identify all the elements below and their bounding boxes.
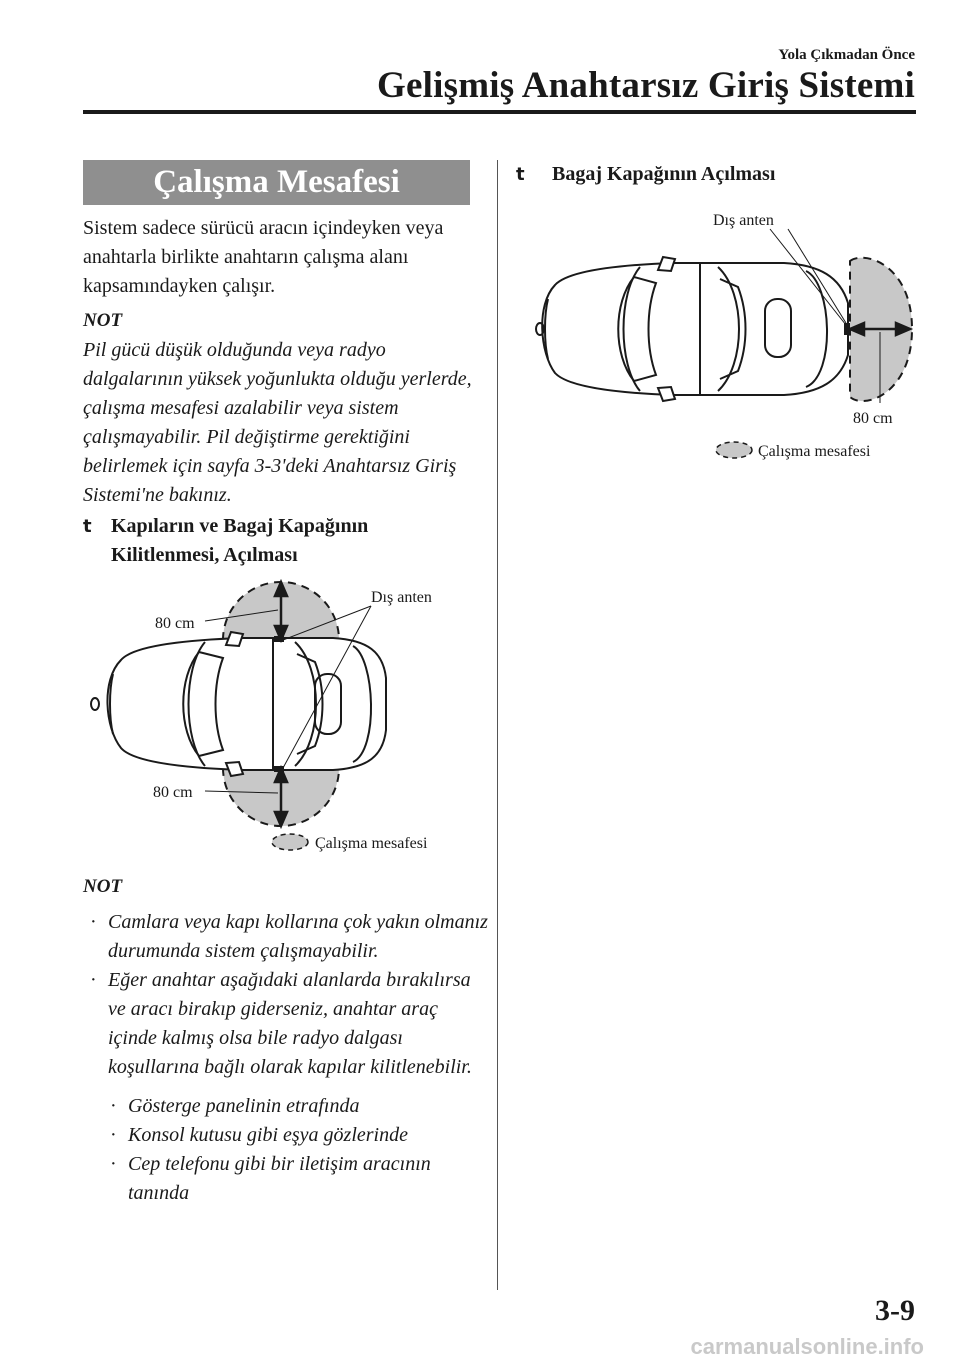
subsection-title: Bagaj Kapağının Açılması (552, 163, 776, 185)
range-legend-swatch (716, 442, 752, 458)
section-title: Çalışma Mesafesi (83, 160, 470, 205)
distance-label: 80 cm (853, 410, 893, 427)
range-legend-label: Çalışma mesafesi (758, 443, 871, 460)
subsection-title-line2: Kilitlenmesi, Açılması (111, 544, 298, 566)
bullet-glyph: · (110, 1124, 117, 1146)
running-head: Yola Çıkmadan Önce (778, 47, 915, 63)
antenna-label: Dış anten (713, 212, 774, 229)
note-text: Pil gücü düşük olduğunda veya radyo dalgalarının yüksek yoğunlukta olduğu yerlerde, çalışma mesafesi azalabilir veya sistem çalışmayabilir. Pil değiştirme gerektiğini belirlemek için sayfa 3-3'deki Anahtarsız Giriş Sistemi'ne bakınız. (83, 339, 472, 506)
list-item: · Konsol kutusu gibi eşya gözlerinde (110, 1121, 490, 1150)
subsection-heading-doors (83, 512, 483, 570)
car-top-view (91, 638, 386, 770)
chapter-title: Gelişmiş Anahtarsız Giriş Sistemi (377, 65, 915, 106)
intro-paragraph: Sistem sadece sürücü aracın içindeyken veya anahtarla birlikte anahtarın çalışma alanı kapsamındayken çalışır. (83, 217, 444, 297)
list-item: · Eğer anahtar aşağıdaki alanlarda bırakılırsa ve aracı birakıp giderseniz, anahtar araç içinde kalmış olsa bile radyo dalgası koşullarına bağlı olarak kapılar kilitlenebilir. (90, 966, 490, 1082)
page-number: 3-9 (875, 1294, 915, 1327)
list-item: · Camlara veya kapı kollarına çok yakın olmanız durumunda sistem çalışmayabilir. (90, 908, 490, 966)
bullet-glyph: · (110, 1153, 117, 1175)
door-range-figure (83, 578, 483, 863)
range-legend-label: Çalışma mesafesi (315, 835, 428, 852)
distance-label-top: 80 cm (155, 615, 195, 632)
bullet-glyph: · (90, 969, 97, 991)
bullet-glyph: · (90, 911, 97, 933)
subsection-marker: t (83, 516, 92, 537)
antenna-label: Dış anten (371, 589, 432, 606)
distance-label-bottom: 80 cm (153, 784, 193, 801)
header-rule (83, 110, 916, 114)
column-divider (497, 160, 498, 1290)
car-top-view (536, 263, 848, 395)
subsection-heading-trunk (516, 160, 916, 189)
watermark: carmanualsonline.info (690, 1334, 924, 1359)
subsection-title-line1: Kapıların ve Bagaj Kapağının (111, 515, 369, 537)
subsection-marker: t (516, 164, 525, 185)
mirror-left (658, 257, 675, 271)
note2-sub-bullets (110, 1092, 490, 1208)
range-legend-swatch (272, 834, 308, 850)
note2-bullets (90, 908, 490, 1208)
mirror-right (658, 387, 675, 401)
note2-title: NOT (83, 876, 123, 897)
bullet-glyph: · (110, 1095, 117, 1117)
note-title: NOT (83, 310, 123, 331)
trunk-range-figure (520, 205, 920, 470)
list-item: · Cep telefonu gibi bir iletişim aracının tanında (110, 1150, 490, 1208)
list-item: · Gösterge panelinin etrafında (110, 1092, 490, 1121)
